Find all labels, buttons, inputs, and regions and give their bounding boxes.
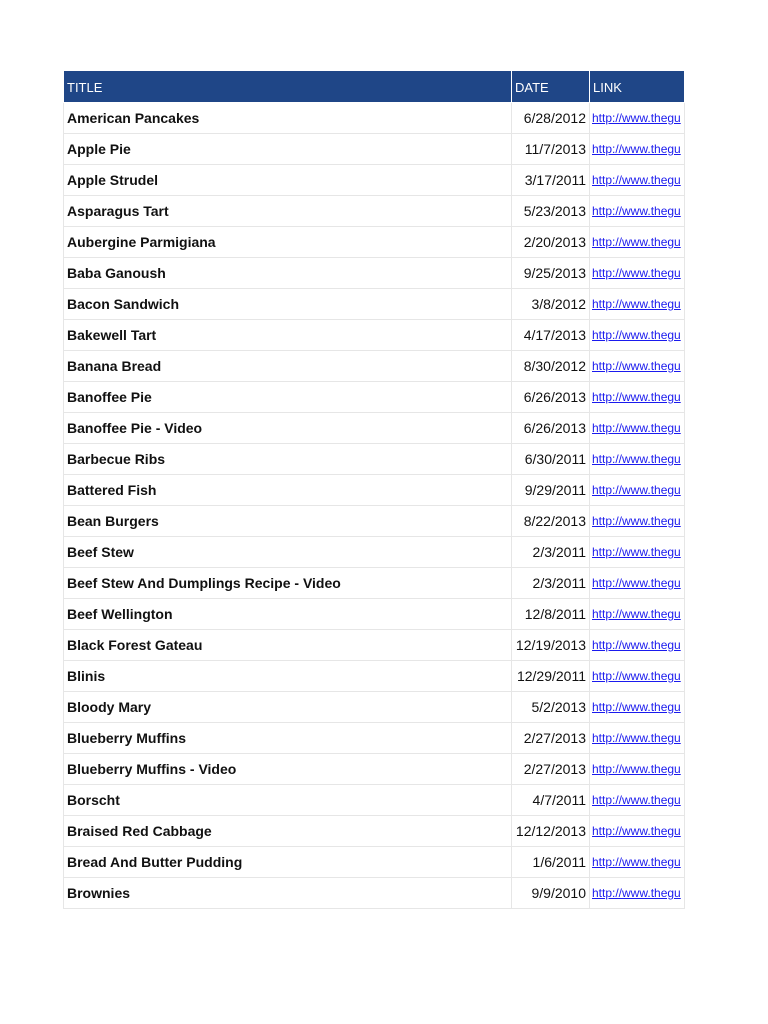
recipe-title-cell: Bean Burgers [64,506,512,537]
recipe-date-cell: 5/2/2013 [512,692,590,723]
table-row [64,413,685,444]
recipe-link[interactable]: http://www.thegu [592,700,681,714]
table-row [64,382,685,413]
table-row [64,351,685,382]
recipe-link[interactable]: http://www.thegu [592,762,681,776]
recipe-link[interactable]: http://www.thegu [592,545,681,559]
recipe-link-cell [590,351,685,382]
recipe-link-cell [590,289,685,320]
recipe-link[interactable]: http://www.thegu [592,359,681,373]
table-row [64,630,685,661]
table-row [64,537,685,568]
recipe-date-cell: 4/7/2011 [512,785,590,816]
recipe-date-cell: 12/8/2011 [512,599,590,630]
recipe-title-cell: Barbecue Ribs [64,444,512,475]
recipe-link-cell [590,258,685,289]
table-row [64,599,685,630]
recipe-link-cell [590,227,685,258]
recipe-title-cell: Blinis [64,661,512,692]
recipe-link-cell [590,630,685,661]
table-row [64,258,685,289]
recipe-title-cell: Banana Bread [64,351,512,382]
recipe-link[interactable]: http://www.thegu [592,514,681,528]
recipe-title-cell: Black Forest Gateau [64,630,512,661]
recipe-title-cell: Beef Stew And Dumplings Recipe - Video [64,568,512,599]
recipe-link[interactable]: http://www.thegu [592,731,681,745]
table-row [64,103,685,134]
recipe-date-cell: 12/12/2013 [512,816,590,847]
recipe-date-cell: 12/29/2011 [512,661,590,692]
recipe-title-cell: Blueberry Muffins [64,723,512,754]
recipe-title-cell: Apple Strudel [64,165,512,196]
table-row [64,227,685,258]
recipe-date-cell: 8/30/2012 [512,351,590,382]
recipe-date-cell: 2/27/2013 [512,754,590,785]
table-row [64,785,685,816]
recipe-link-cell [590,661,685,692]
recipe-link-cell [590,475,685,506]
recipe-link[interactable]: http://www.thegu [592,452,681,466]
recipe-link[interactable]: http://www.thegu [592,824,681,838]
recipe-date-cell: 2/20/2013 [512,227,590,258]
recipe-title-cell: Blueberry Muffins - Video [64,754,512,785]
recipe-date-cell: 9/29/2011 [512,475,590,506]
recipe-date-cell: 2/27/2013 [512,723,590,754]
recipe-link-cell [590,444,685,475]
recipe-date-cell: 2/3/2011 [512,568,590,599]
recipe-link-cell [590,165,685,196]
recipe-date-cell: 6/28/2012 [512,103,590,134]
link-column-header: LINK [590,71,685,103]
recipe-link-cell [590,506,685,537]
recipe-link-cell [590,320,685,351]
recipe-link[interactable]: http://www.thegu [592,793,681,807]
recipe-link-cell [590,599,685,630]
recipe-link[interactable]: http://www.thegu [592,297,681,311]
recipe-link[interactable]: http://www.thegu [592,607,681,621]
table-row [64,320,685,351]
recipe-link-cell [590,196,685,227]
table-row [64,568,685,599]
recipe-link-cell [590,878,685,909]
recipe-date-cell: 6/26/2013 [512,413,590,444]
recipe-link-cell [590,723,685,754]
recipe-date-cell: 6/30/2011 [512,444,590,475]
recipe-link-cell [590,816,685,847]
table-row [64,506,685,537]
date-column-header: DATE [512,71,590,103]
recipe-date-cell: 6/26/2013 [512,382,590,413]
recipe-link-cell [590,754,685,785]
recipe-date-cell: 8/22/2013 [512,506,590,537]
recipe-title-cell: Bloody Mary [64,692,512,723]
recipe-title-cell: Apple Pie [64,134,512,165]
recipe-title-cell: Banoffee Pie [64,382,512,413]
recipe-link-cell [590,847,685,878]
table-row [64,134,685,165]
recipe-title-cell: American Pancakes [64,103,512,134]
recipe-date-cell: 1/6/2011 [512,847,590,878]
recipe-title-cell: Brownies [64,878,512,909]
recipe-link[interactable]: http://www.thegu [592,266,681,280]
table-body [64,103,685,909]
table-row [64,165,685,196]
table-row [64,196,685,227]
recipe-date-cell: 12/19/2013 [512,630,590,661]
recipe-title-cell: Beef Stew [64,537,512,568]
table-row [64,754,685,785]
recipe-link[interactable]: http://www.thegu [592,235,681,249]
table-row [64,692,685,723]
recipe-date-cell: 11/7/2013 [512,134,590,165]
recipe-title-cell: Borscht [64,785,512,816]
recipe-date-cell: 3/17/2011 [512,165,590,196]
recipe-link-cell [590,568,685,599]
recipe-link-cell [590,692,685,723]
recipe-title-cell: Baba Ganoush [64,258,512,289]
recipe-title-cell: Braised Red Cabbage [64,816,512,847]
recipe-link-cell [590,537,685,568]
recipe-title-cell: Bakewell Tart [64,320,512,351]
recipe-link[interactable]: http://www.thegu [592,576,681,590]
recipe-date-cell: 4/17/2013 [512,320,590,351]
recipe-date-cell: 9/9/2010 [512,878,590,909]
recipe-title-cell: Battered Fish [64,475,512,506]
recipe-link[interactable]: http://www.thegu [592,204,681,218]
table-row [64,444,685,475]
recipe-link[interactable]: http://www.thegu [592,390,681,404]
table-row [64,475,685,506]
recipe-link[interactable]: http://www.thegu [592,855,681,869]
recipe-link-cell [590,134,685,165]
recipe-title-cell: Beef Wellington [64,599,512,630]
recipe-date-cell: 9/25/2013 [512,258,590,289]
recipe-title-cell: Banoffee Pie - Video [64,413,512,444]
recipe-link[interactable]: http://www.thegu [592,638,681,652]
recipe-date-cell: 2/3/2011 [512,537,590,568]
recipe-link-cell [590,103,685,134]
recipe-title-cell: Bacon Sandwich [64,289,512,320]
recipe-table [63,70,685,909]
table-header [64,71,685,103]
recipe-title-cell: Asparagus Tart [64,196,512,227]
table-row [64,661,685,692]
recipe-link[interactable]: http://www.thegu [592,669,681,683]
recipe-link[interactable]: http://www.thegu [592,328,681,342]
recipe-link[interactable]: http://www.thegu [592,483,681,497]
table-row [64,816,685,847]
recipe-link-cell [590,413,685,444]
title-column-header: TITLE [64,71,512,103]
recipe-link[interactable]: http://www.thegu [592,111,681,125]
recipe-link-cell [590,785,685,816]
table-row [64,847,685,878]
recipe-title-cell: Aubergine Parmigiana [64,227,512,258]
table-row [64,878,685,909]
recipe-link[interactable]: http://www.thegu [592,142,681,156]
recipe-link[interactable]: http://www.thegu [592,421,681,435]
header-row [64,71,685,103]
recipe-link[interactable]: http://www.thegu [592,886,681,900]
table-row [64,289,685,320]
recipe-date-cell: 3/8/2012 [512,289,590,320]
recipe-title-cell: Bread And Butter Pudding [64,847,512,878]
recipe-date-cell: 5/23/2013 [512,196,590,227]
table-row [64,723,685,754]
recipe-link-cell [590,382,685,413]
recipe-link[interactable]: http://www.thegu [592,173,681,187]
